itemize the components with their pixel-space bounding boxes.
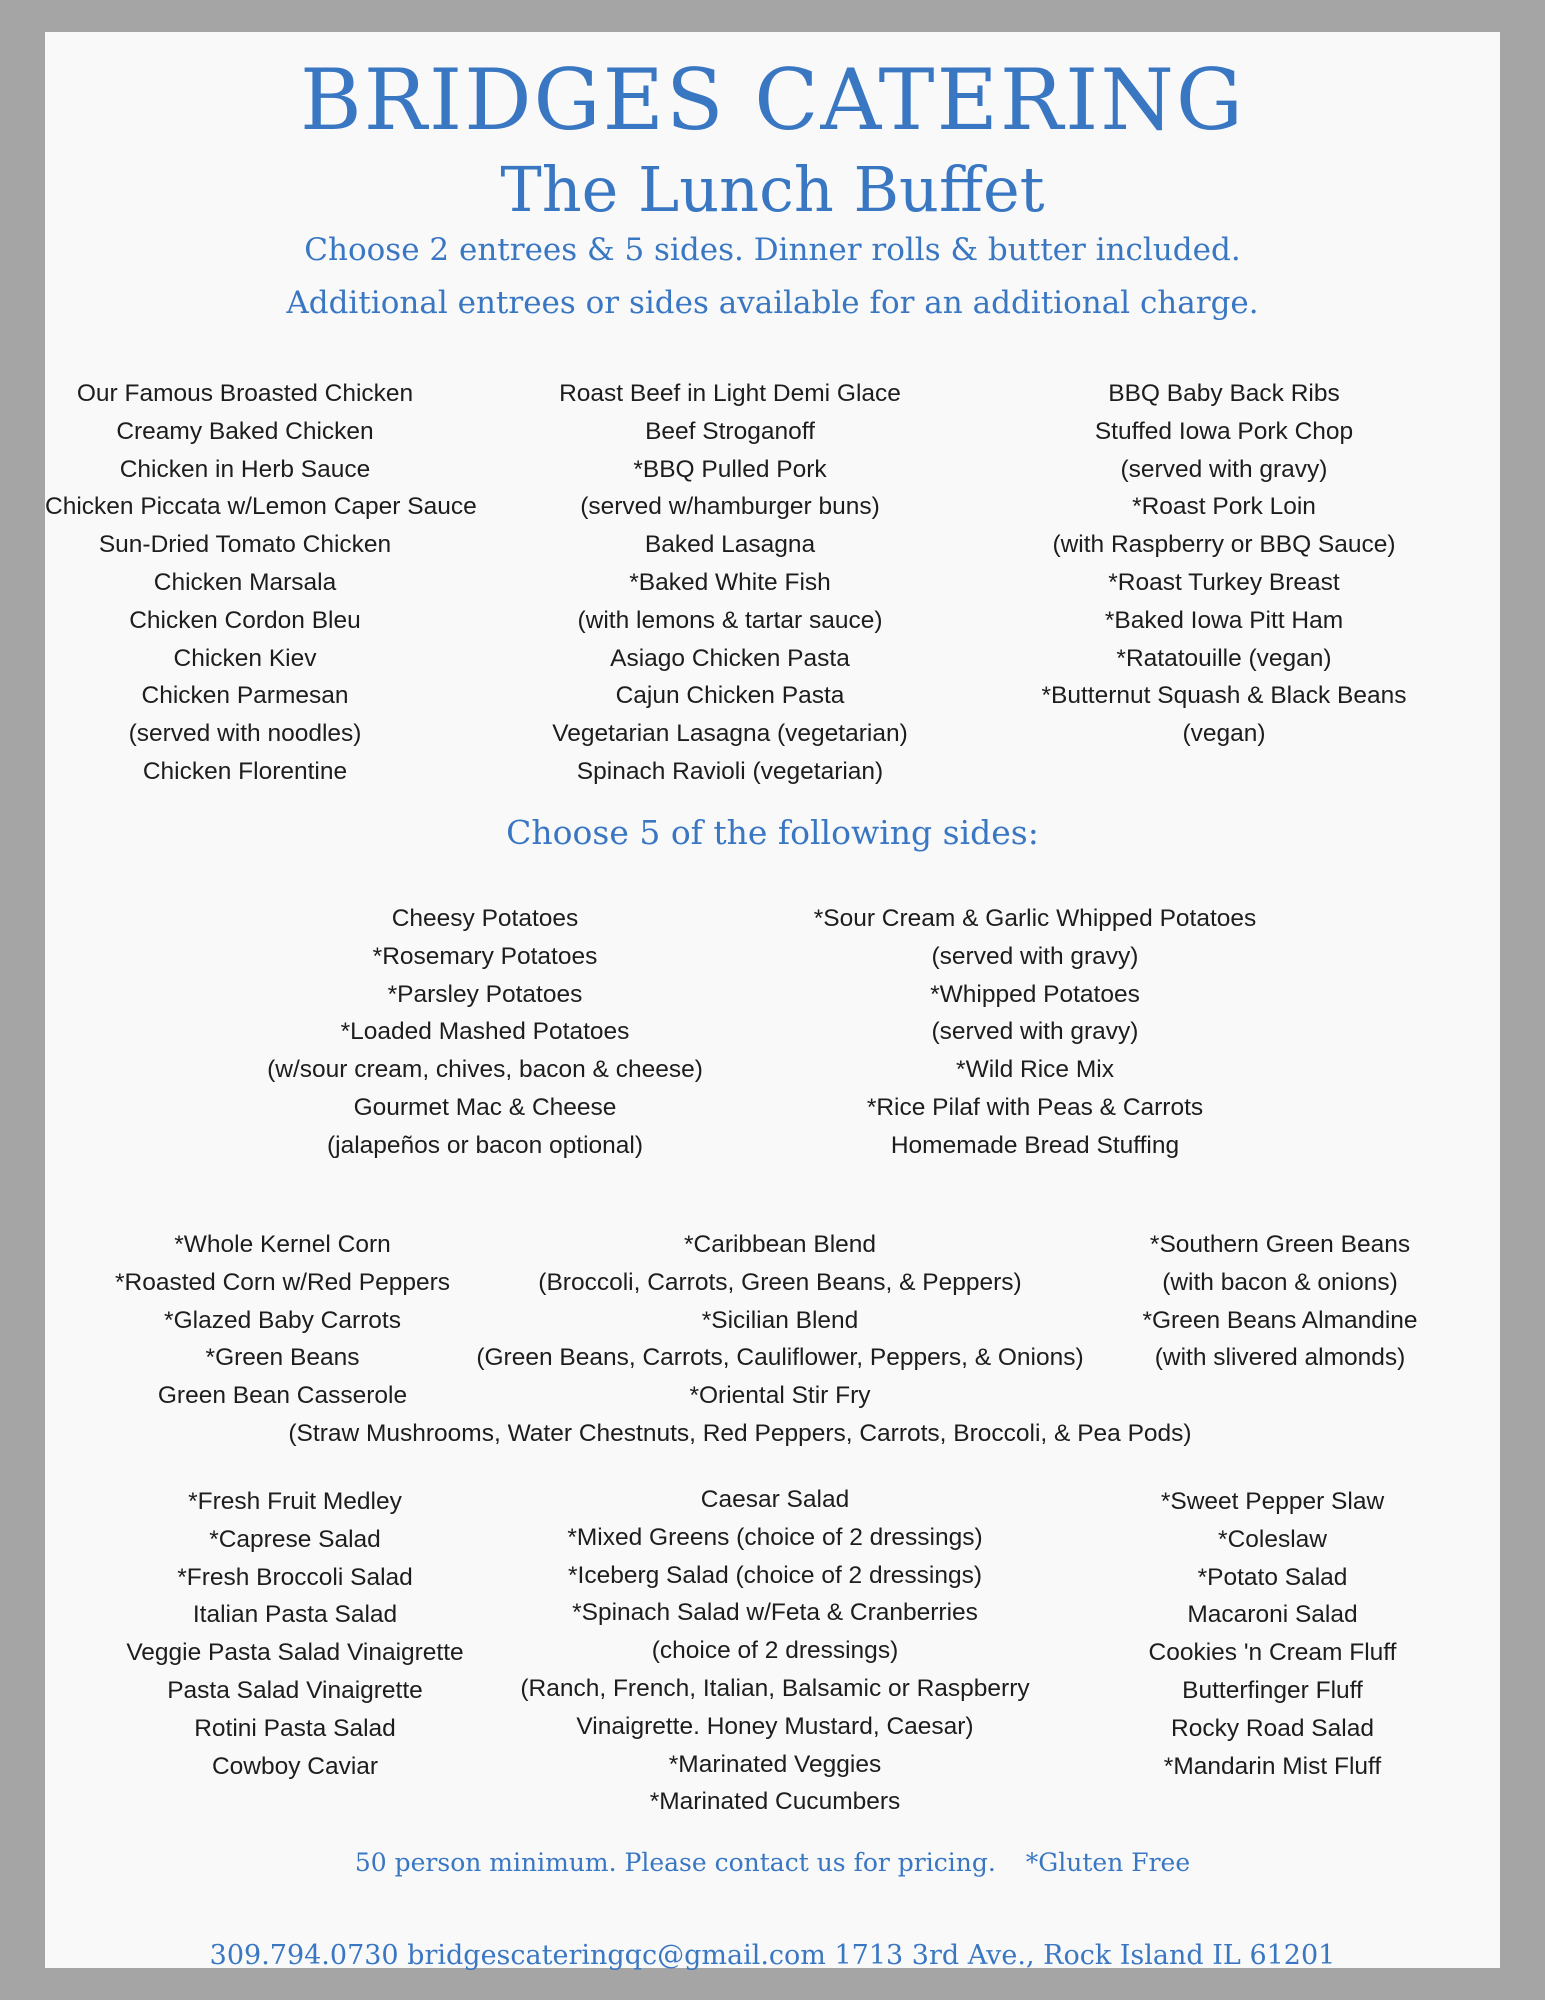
list-item: Caesar Salad	[700, 1486, 850, 1513]
list-item: *Sour Cream & Garlic Whipped Potatoes	[813, 905, 1257, 932]
salad-column-3	[1100, 1483, 1445, 1785]
list-item: (with Raspberry or BBQ Sauce)	[1052, 531, 1396, 559]
list-item: (Straw Mushrooms, Water Chestnuts, Red Peppers, Carrots, Broccoli, & Pea Pods)	[288, 1420, 1192, 1447]
list-item: (served with gravy)	[931, 942, 1139, 970]
list-item: *Rosemary Potatoes	[372, 942, 598, 970]
sides-heading: Choose 5 of the following sides:	[506, 813, 1039, 852]
list-item: (vegan)	[1182, 720, 1266, 748]
potato-column-2	[800, 900, 1270, 1165]
list-item: Cajun Chicken Pasta	[615, 682, 845, 710]
list-item: Cheesy Potatoes	[391, 905, 579, 932]
list-item: Vinaigrette. Honey Mustard, Caesar)	[576, 1712, 974, 1740]
list-item: (Green Beans, Carrots, Cauliflower, Peppers, & Onions)	[476, 1344, 1084, 1372]
list-item: Cookies 'n Cream Fluff	[1148, 1639, 1397, 1667]
list-item: Chicken in Herb Sauce	[119, 455, 371, 483]
list-item: *Sicilian Blend	[701, 1306, 859, 1334]
list-item: *Whipped Potatoes	[930, 980, 1140, 1008]
list-item: Creamy Baked Chicken	[116, 417, 374, 445]
list-item: *Glazed Baby Carrots	[164, 1306, 401, 1334]
list-item: Cowboy Caviar	[211, 1752, 379, 1780]
minimum-note: 50 person minimum. Please contact us for pricing.	[354, 1848, 996, 1877]
list-item: (served with noodles)	[128, 720, 362, 748]
list-item: (with slivered almonds)	[1154, 1344, 1406, 1372]
list-item: *Green Beans	[205, 1344, 360, 1372]
list-item: Our Famous Broasted Chicken	[76, 380, 414, 407]
list-item: (served with gravy)	[1120, 455, 1328, 483]
list-item: Roast Beef in Light Demi Glace	[559, 380, 901, 407]
list-item: Macaroni Salad	[1187, 1601, 1358, 1629]
list-item: Chicken Parmesan	[141, 682, 349, 710]
vegetable-column-3	[1120, 1226, 1440, 1377]
list-item: *Fresh Broccoli Salad	[177, 1563, 413, 1591]
list-item: *Parsley Potatoes	[387, 980, 583, 1008]
list-item: *Green Beans Almandine	[1142, 1306, 1418, 1334]
list-item: *Marinated Veggies	[668, 1750, 882, 1778]
list-item: Baked Lasagna	[644, 531, 816, 559]
list-item: *Iceberg Salad (choice of 2 dressings)	[568, 1561, 982, 1589]
list-item: *Roast Turkey Breast	[1108, 568, 1340, 596]
entree-column-1	[45, 375, 477, 791]
gluten-free-note: *Gluten Free	[1025, 1848, 1191, 1877]
list-item: *Rice Pilaf with Peas & Carrots	[866, 1093, 1204, 1121]
list-item: (served w/hamburger buns)	[580, 493, 880, 521]
vegetable-column-1	[90, 1226, 475, 1415]
list-item: Asiago Chicken Pasta	[610, 644, 850, 672]
list-item: Chicken Kiev	[173, 644, 317, 672]
list-item: *Sweet Pepper Slaw	[1160, 1488, 1385, 1515]
list-item: *Butternut Squash & Black Beans	[1041, 682, 1407, 710]
list-item: *Mixed Greens (choice of 2 dressings)	[567, 1523, 983, 1551]
list-item: Butterfinger Fluff	[1182, 1676, 1363, 1704]
instruction-line-1: Choose 2 entrees & 5 sides. Dinner rolls & butter included.	[304, 232, 1241, 268]
list-item: (Broccoli, Carrots, Green Beans, & Peppers)	[538, 1268, 1022, 1296]
vegetable-column-2	[440, 1226, 1120, 1415]
list-item: Italian Pasta Salad	[192, 1601, 398, 1629]
list-item: Pasta Salad Vinaigrette	[167, 1676, 423, 1704]
salad-column-1	[105, 1483, 485, 1785]
list-item: *Roast Pork Loin	[1132, 493, 1316, 521]
list-item: Chicken Cordon Bleu	[129, 606, 361, 634]
list-item: (with bacon & onions)	[1162, 1268, 1398, 1296]
list-item: *Spinach Salad w/Feta & Cranberries	[572, 1599, 978, 1627]
list-item: *Potato Salad	[1197, 1563, 1348, 1591]
list-item: Rocky Road Salad	[1171, 1714, 1374, 1742]
list-item: (w/sour cream, chives, bacon & cheese)	[267, 1056, 703, 1084]
salad-column-2	[495, 1481, 1055, 1821]
list-item: BBQ Baby Back Ribs	[1108, 380, 1340, 407]
vegetable-column-2-wide	[235, 1415, 1245, 1453]
list-item: *Caprese Salad	[209, 1525, 381, 1553]
list-item: *Southern Green Beans	[1149, 1231, 1411, 1258]
list-item: Beef Stroganoff	[645, 417, 815, 445]
list-item: Stuffed Iowa Pork Chop	[1094, 417, 1354, 445]
list-item: *Baked Iowa Pitt Ham	[1104, 606, 1344, 634]
list-item: Spinach Ravioli (vegetarian)	[576, 757, 884, 785]
menu-page	[45, 32, 1500, 1971]
footnote	[45, 1843, 1500, 1883]
list-item: (Ranch, French, Italian, Balsamic or Raspberry	[520, 1674, 1030, 1702]
list-item: *Fresh Fruit Medley	[188, 1488, 402, 1515]
contact-info: 309.794.0730 bridgescateringqc@gmail.com 1713 3rd Ave., Rock Island IL 61201	[209, 1940, 1336, 1971]
list-item: (served with gravy)	[931, 1018, 1139, 1046]
list-item: Chicken Piccata w/Lemon Caper Sauce	[45, 493, 477, 521]
list-item: (choice of 2 dressings)	[651, 1637, 899, 1665]
list-item: Green Bean Casserole	[157, 1382, 408, 1410]
list-item: *Whole Kernel Corn	[174, 1231, 391, 1258]
list-item: *Loaded Mashed Potatoes	[340, 1018, 630, 1046]
list-item: *Caribbean Blend	[683, 1231, 877, 1258]
list-item: Veggie Pasta Salad Vinaigrette	[126, 1639, 464, 1667]
list-item: *Roasted Corn w/Red Peppers	[114, 1268, 450, 1296]
list-item: (with lemons & tartar sauce)	[577, 606, 883, 634]
instruction-line-2: Additional entrees or sides available for an additional charge.	[286, 285, 1259, 321]
list-item: Chicken Florentine	[142, 757, 348, 785]
entree-column-3	[1014, 375, 1434, 753]
list-item: Sun-Dried Tomato Chicken	[98, 531, 392, 559]
list-item: Chicken Marsala	[153, 568, 337, 596]
list-item: Homemade Bread Stuffing	[890, 1131, 1180, 1159]
list-item: *Wild Rice Mix	[956, 1056, 1114, 1084]
list-item: Vegetarian Lasagna (vegetarian)	[552, 720, 908, 748]
list-item: Rotini Pasta Salad	[194, 1714, 396, 1742]
list-item: *Oriental Stir Fry	[689, 1382, 871, 1410]
list-item: *Mandarin Mist Fluff	[1163, 1752, 1382, 1780]
menu-subtitle: The Lunch Buffet	[500, 153, 1045, 226]
entree-column-2	[510, 375, 950, 791]
list-item: *Ratatouille (vegan)	[1116, 644, 1332, 672]
page-title: BRIDGES CATERING	[300, 51, 1245, 149]
list-item: *BBQ Pulled Pork	[633, 455, 827, 483]
list-item: *Coleslaw	[1218, 1525, 1327, 1553]
list-item: *Baked White Fish	[629, 568, 831, 596]
list-item: *Marinated Cucumbers	[649, 1788, 901, 1816]
list-item: (jalapeños or bacon optional)	[327, 1131, 643, 1159]
list-item: Gourmet Mac & Cheese	[353, 1093, 617, 1121]
potato-column-1	[265, 900, 705, 1165]
